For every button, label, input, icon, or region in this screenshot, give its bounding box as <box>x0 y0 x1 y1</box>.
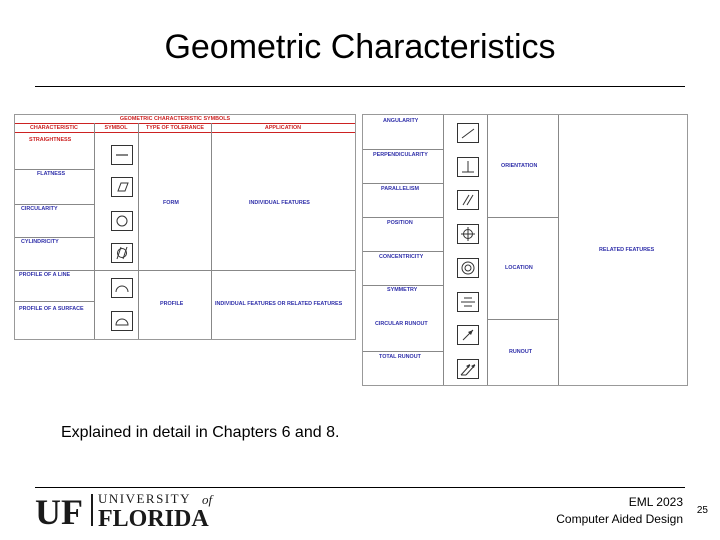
concentricity-icon <box>457 258 479 278</box>
footer-course <box>556 494 683 528</box>
row-label-position: POSITION <box>387 220 413 226</box>
row-label-profile-line: PROFILE OF A LINE <box>19 272 71 278</box>
header-tolerance-type: TYPE OF TOLERANCE <box>145 125 204 131</box>
row-label-total-runout: TOTAL RUNOUT <box>379 354 421 360</box>
circularity-icon <box>111 211 133 231</box>
tolerance-location: LOCATION <box>505 265 533 271</box>
row-label-flatness: FLATNESS <box>37 171 66 177</box>
application-individual: INDIVIDUAL FEATURES <box>249 200 310 206</box>
application-individual-or-related: INDIVIDUAL FEATURES OR RELATED FEATURES <box>215 301 343 307</box>
svg-text:UF: UF <box>35 492 83 530</box>
flatness-icon <box>111 177 133 197</box>
circular-runout-icon <box>457 325 479 345</box>
slide-title: Geometric Characteristics <box>164 28 556 66</box>
profile-surface-icon <box>111 311 133 331</box>
perpendicularity-icon <box>457 157 479 177</box>
caption: Explained in detail in Chapters 6 and 8. <box>61 424 340 441</box>
row-label-profile-surface: PROFILE OF A SURFACE <box>19 306 84 312</box>
svg-text:FLORIDA: FLORIDA <box>98 506 209 530</box>
tolerance-runout: RUNOUT <box>509 349 533 355</box>
row-label-cylindricity: CYLINDRICITY <box>21 239 59 245</box>
straightness-icon <box>111 145 133 165</box>
cylindricity-icon <box>111 243 133 263</box>
footer-course-name: Computer Aided Design <box>556 512 683 526</box>
row-label-angularity: ANGULARITY <box>383 118 419 124</box>
row-label-parallelism: PARALLELISM <box>381 186 419 192</box>
position-icon <box>457 224 479 244</box>
application-related: RELATED FEATURES <box>599 247 655 253</box>
left-symbol-table <box>14 114 356 340</box>
row-label-symmetry: SYMMETRY <box>387 287 418 293</box>
header-application: APPLICATION <box>264 125 302 131</box>
uf-logo <box>35 490 235 530</box>
row-label-circularity: CIRCULARITY <box>21 206 58 212</box>
page-number: 25 <box>696 505 708 516</box>
right-symbol-table <box>362 114 688 386</box>
left-table-title: GEOMETRIC CHARACTERISTIC SYMBOLS <box>119 116 231 122</box>
symmetry-icon <box>457 292 479 312</box>
total-runout-icon <box>457 359 479 379</box>
footer-course-code: EML 2023 <box>628 495 683 509</box>
svg-text:of: of <box>202 492 213 507</box>
header-symbol: SYMBOL <box>104 125 128 131</box>
angularity-icon <box>457 123 479 143</box>
svg-text:UNIVERSITY: UNIVERSITY <box>98 491 191 506</box>
row-label-circular-runout: CIRCULAR RUNOUT <box>375 321 428 327</box>
tolerance-profile: PROFILE <box>160 301 184 307</box>
tolerance-form: FORM <box>163 200 179 206</box>
row-label-concentricity: CONCENTRICITY <box>379 254 424 260</box>
profile-line-icon <box>111 278 133 298</box>
title-divider <box>35 86 685 87</box>
footer-divider <box>35 487 685 488</box>
row-label-perpendicularity: PERPENDICULARITY <box>373 152 428 158</box>
tolerance-orientation: ORIENTATION <box>501 163 538 169</box>
header-characteristic: CHARACTERISTIC <box>30 125 78 131</box>
parallelism-icon <box>457 190 479 210</box>
row-label-straightness: STRAIGHTNESS <box>29 137 72 143</box>
